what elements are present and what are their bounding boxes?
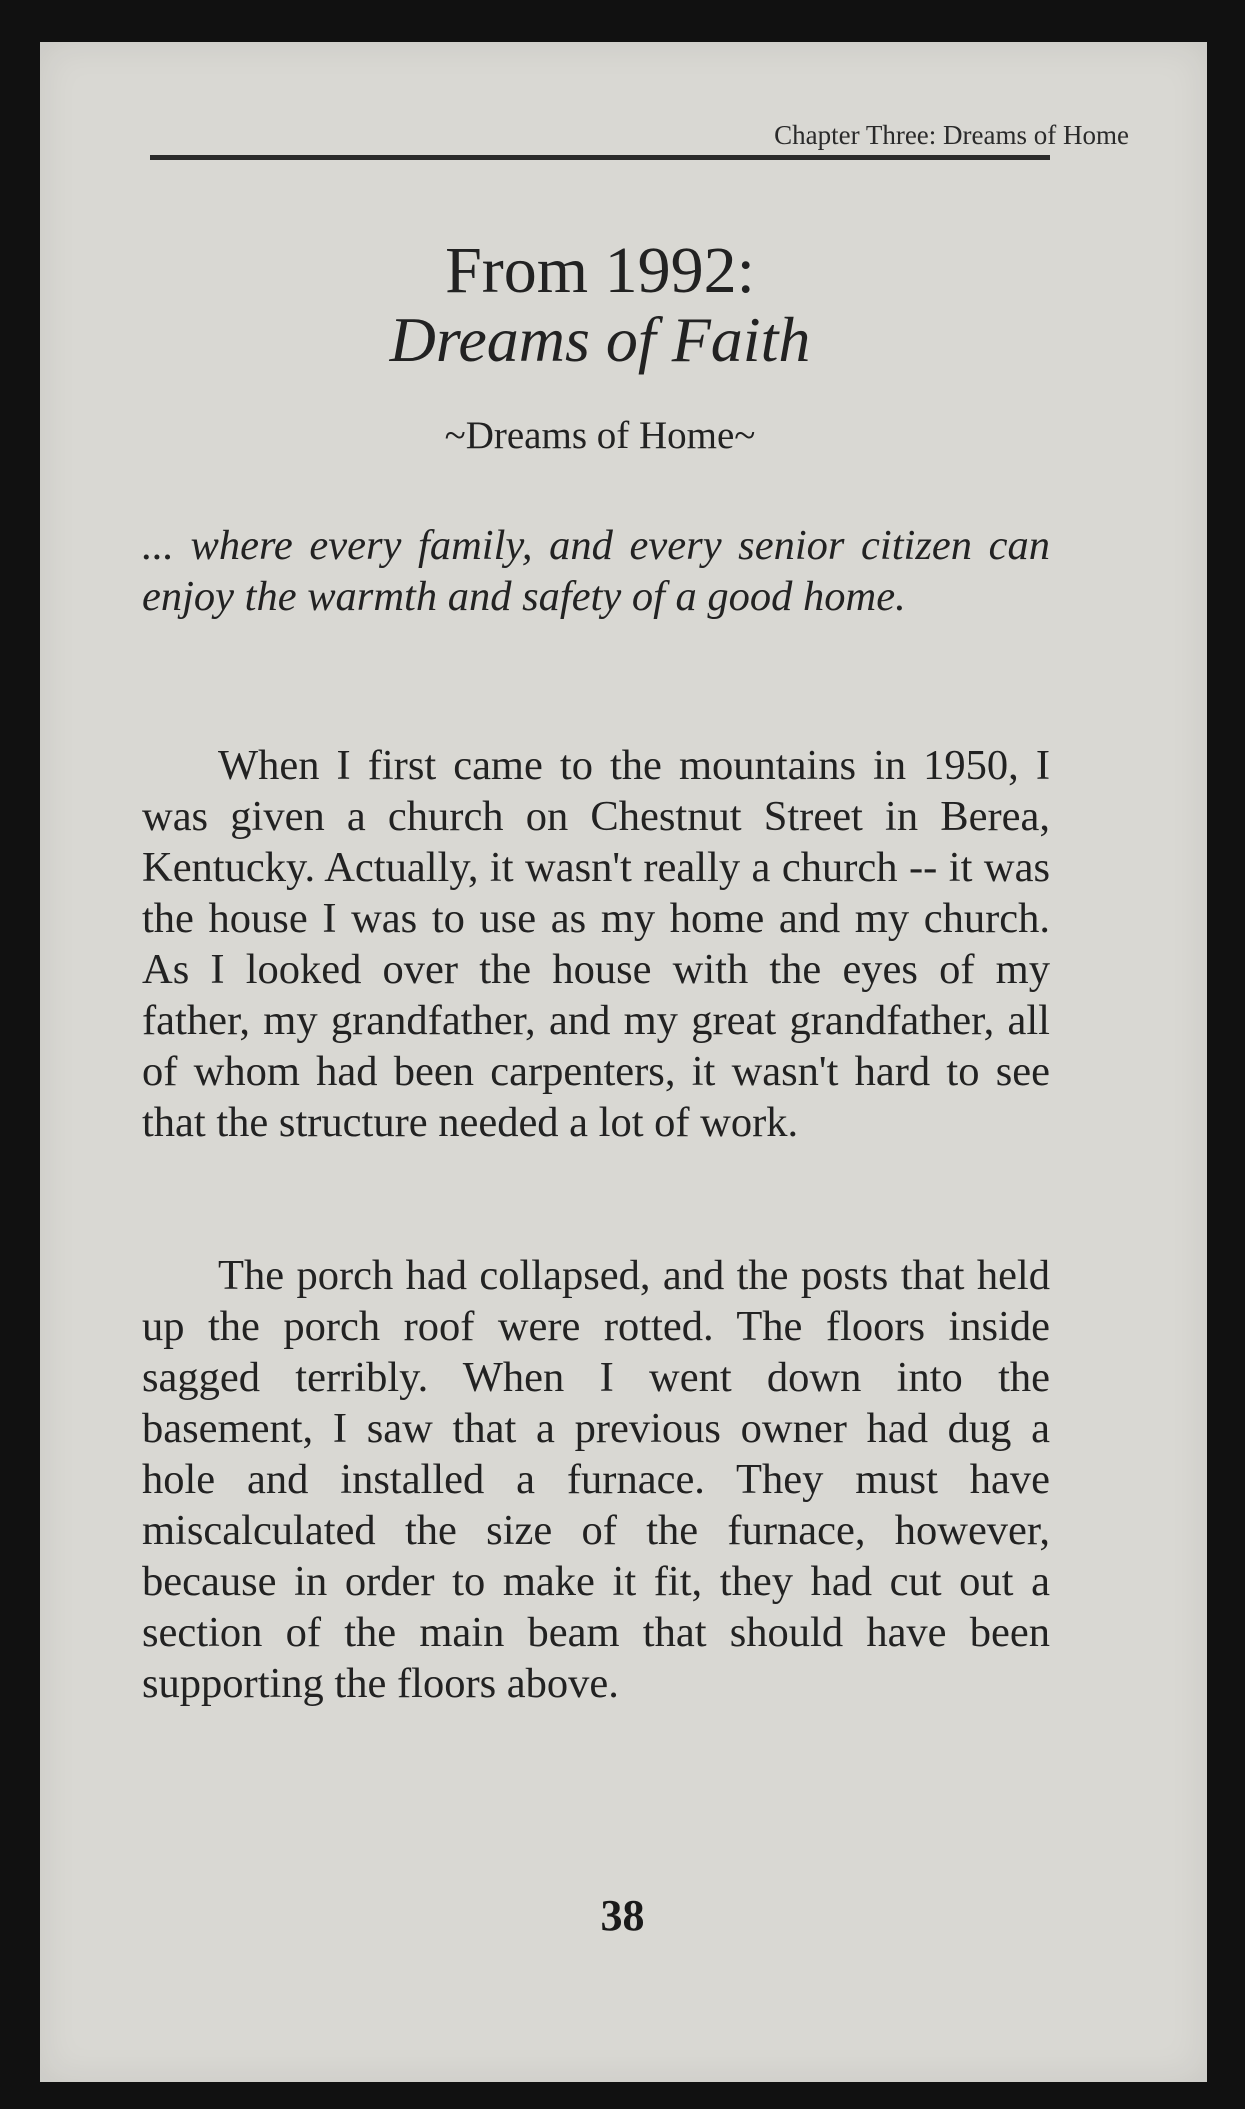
body-paragraph-2: The porch had collapsed, and the posts that held up the porch roof were rotted. The floors inside sagged terribly. When I went down into the basement, I saw that a previous owner had dug a hole and installed a furnace. They must have miscalculated the size of the furnace, however, because in order to make it fit, they had cut out a section of the main beam that should have been supporting the floors above. bbox=[142, 1252, 1050, 1707]
epigraph: ... where every family, and every senior citizen can enjoy the warmth and safety of a good home. bbox=[142, 522, 1050, 620]
header-rule bbox=[150, 155, 1050, 160]
section-subtitle: ~Dreams of Home~ bbox=[444, 414, 756, 457]
chapter-title-line2: Dreams of Faith bbox=[389, 304, 811, 375]
chapter-title-line1: From 1992: bbox=[445, 234, 755, 307]
page-number: 38 bbox=[600, 1891, 645, 1940]
running-head: Chapter Three: Dreams of Home bbox=[774, 120, 1129, 150]
body-paragraph-1: When I first came to the mountains in 1950, I was given a church on Chestnut Street in Berea, Kentucky. Actually, it wasn't really a church -- it was the house I was to use as my home and my church. As I looked over the house with the eyes of my father, my grandfather, and my great grandfather, all of whom had been carpenters, it wasn't hard to see that the structure needed a lot of work. bbox=[142, 742, 1050, 1146]
